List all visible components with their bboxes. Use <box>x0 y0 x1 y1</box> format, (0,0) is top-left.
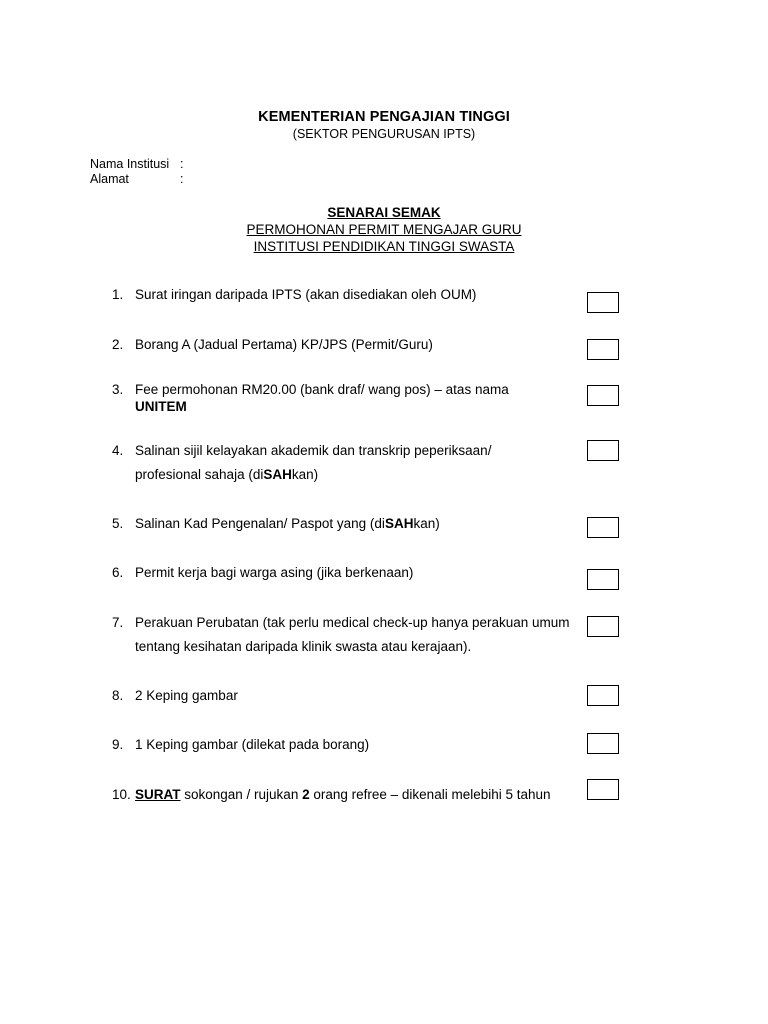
item-text-line2-pre: profesional sahaja (di <box>135 467 264 482</box>
item-number: 1. <box>112 287 124 302</box>
checklist-heading: SENARAI SEMAK <box>327 205 441 220</box>
item-text-wrap <box>135 439 587 487</box>
checkbox-item-10[interactable] <box>587 779 619 800</box>
nama-institusi-label: Nama Institusi <box>90 157 170 171</box>
item-text-bold: SAH <box>263 467 292 482</box>
nama-institusi-colon: : <box>180 157 184 171</box>
alamat-colon: : <box>180 172 184 186</box>
item-number: 10. <box>112 787 131 802</box>
sector-subtitle: (SEKTOR PENGURUSAN IPTS) <box>292 127 476 141</box>
alamat-label: Alamat <box>90 172 129 186</box>
checklist-item-4 <box>112 439 587 487</box>
item-number: 6. <box>112 565 124 580</box>
item-text: Fee permohonan RM20.00 (bank draf/ wang pos) – atas nama <box>135 382 509 397</box>
checkbox-item-8[interactable] <box>587 685 619 706</box>
item-text: Borang A (Jadual Pertama) KP/JPS (Permit/Guru) <box>135 337 433 352</box>
item-text-wrap <box>135 381 587 415</box>
item-text-bold-num: 2 <box>302 787 310 802</box>
ministry-title: KEMENTERIAN PENGAJIAN TINGGI <box>258 109 510 125</box>
checkbox-item-9[interactable] <box>587 733 619 754</box>
item-text-wrap <box>135 611 587 659</box>
checklist-subheading-1: PERMOHONAN PERMIT MENGAJAR GURU <box>246 222 522 237</box>
item-text-wrap <box>135 512 587 536</box>
item-text-wrap <box>135 783 587 807</box>
checkbox-item-2[interactable] <box>587 339 619 360</box>
checklist-item-10 <box>112 783 587 807</box>
item-number: 3. <box>112 382 124 397</box>
item-text: 2 Keping gambar <box>135 688 238 703</box>
item-number: 5. <box>112 516 124 531</box>
checklist-item-6 <box>112 561 587 585</box>
item-text-post: kan) <box>413 516 440 531</box>
checkbox-item-4[interactable] <box>587 440 619 461</box>
checkbox-item-7[interactable] <box>587 616 619 637</box>
checkbox-item-1[interactable] <box>587 292 619 313</box>
checklist-item-9 <box>112 733 587 757</box>
item-text-line2-post: kan) <box>291 467 319 482</box>
item-text-bold: SAH <box>384 516 414 531</box>
item-text-bold-underline: SURAT <box>135 787 181 802</box>
item-text: Permit kerja bagi warga asing (jika berkenaan) <box>135 565 414 580</box>
checklist-item-5 <box>112 512 587 536</box>
checkbox-item-3[interactable] <box>587 385 619 406</box>
field-alamat <box>90 172 183 187</box>
checkbox-item-6[interactable] <box>587 569 619 590</box>
item-text: 1 Keping gambar (dilekat pada borang) <box>135 737 370 752</box>
checklist-item-1 <box>112 283 587 307</box>
item-text-line1: Salinan sijil kelayakan akademik dan transkrip peperiksaan/ <box>135 443 492 458</box>
checklist-item-7 <box>112 611 587 659</box>
checklist-item-8 <box>112 684 587 708</box>
item-number: 9. <box>112 737 124 752</box>
checklist-item-3 <box>112 381 587 415</box>
item-text-line1: Perakuan Perubatan (tak perlu medical check-up hanya perakuan umum <box>135 615 570 630</box>
item-text-line2: tentang kesihatan daripada klinik swasta atau kerajaan). <box>135 639 472 654</box>
item-number: 2. <box>112 337 124 352</box>
item-text-mid: sokongan / rujukan <box>180 787 303 802</box>
checklist-item-2 <box>112 333 587 357</box>
item-text-post: orang refree – dikenali melebihi 5 tahun <box>309 787 551 802</box>
field-nama-institusi <box>90 157 183 172</box>
item-text: Surat iringan daripada IPTS (akan disediakan oleh OUM) <box>135 287 477 302</box>
checkbox-item-5[interactable] <box>587 517 619 538</box>
item-number: 7. <box>112 615 124 630</box>
item-text-bold: UNITEM <box>135 399 187 414</box>
item-number: 4. <box>112 443 124 458</box>
item-text-pre: Salinan Kad Pengenalan/ Paspot yang (di <box>135 516 385 531</box>
checklist-subheading-2: INSTITUSI PENDIDIKAN TINGGI SWASTA <box>253 239 515 254</box>
item-number: 8. <box>112 688 124 703</box>
